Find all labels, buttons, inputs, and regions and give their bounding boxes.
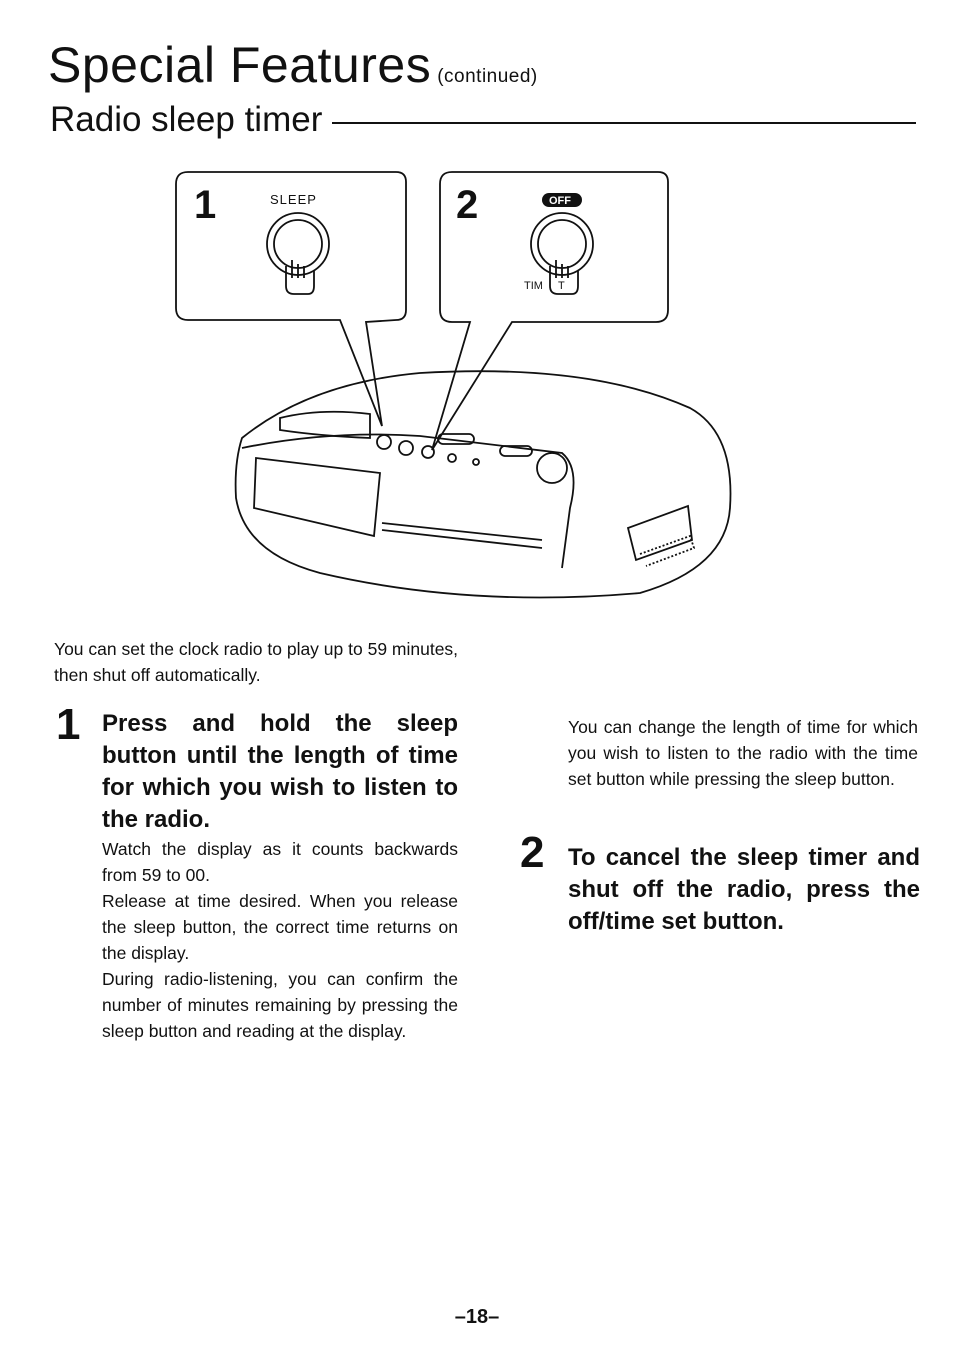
panel2-number: 2: [456, 183, 479, 227]
section-heading: [50, 98, 916, 142]
page-number: –18–: [454, 1306, 500, 1328]
step-2-heading: To cancel the sleep timer and shut off the radio, press the off/time set button.: [568, 844, 920, 935]
title-text: Special Features: [48, 37, 432, 93]
radio-button-4: [448, 454, 456, 462]
step-1-body-3: During radio-listening, you can confirm the number of minutes remaining by pressing the sleep button and reading at the display.: [102, 969, 458, 1041]
panel1-number: 1: [194, 183, 217, 227]
radio-button-5: [473, 459, 479, 465]
step-1-body-2: Release at time desired. When you release the sleep button, the correct time returns on the display.: [102, 891, 458, 963]
side-note: You can change the length of time for which you wish to listen to the radio with the time set button while pressing the sleep button.: [568, 717, 918, 789]
front-strip: [382, 523, 542, 548]
step-1: [56, 700, 458, 1044]
radio-button-sleep: [377, 435, 391, 449]
panel1-label: SLEEP: [270, 192, 317, 207]
off-badge-icon: OFF: [549, 195, 571, 207]
page-title: [48, 36, 538, 94]
panel2-label: TIM T: [524, 280, 565, 292]
side-panel: [628, 506, 692, 560]
display-window: [254, 458, 380, 536]
sleep-button-inner: [274, 220, 322, 268]
radio-dial: [537, 453, 567, 483]
side-grille: [640, 536, 694, 566]
section-title: Radio sleep timer: [50, 100, 323, 139]
step-1-body-1: Watch the display as it counts backwards from 59 to 00.: [102, 839, 458, 885]
radio-button-off: [399, 441, 413, 455]
clock-radio-illustration: [170, 168, 740, 608]
intro-paragraph: You can set the clock radio to play up to 59 minutes, then shut off automatically.: [54, 639, 459, 685]
heading-rule: [332, 122, 916, 124]
radio-body: [236, 371, 731, 597]
illustration-svg: [170, 168, 740, 608]
radio-button-3: [422, 446, 434, 458]
step-1-heading: Press and hold the sleep button until the length of time for which you wish to listen to the radio.: [102, 710, 458, 833]
title-continued-note: (continued): [437, 66, 538, 87]
step-1-number: 1: [56, 700, 81, 749]
off-button-inner: [538, 220, 586, 268]
step-2-number: 2: [520, 828, 545, 877]
step-2: [520, 828, 920, 938]
